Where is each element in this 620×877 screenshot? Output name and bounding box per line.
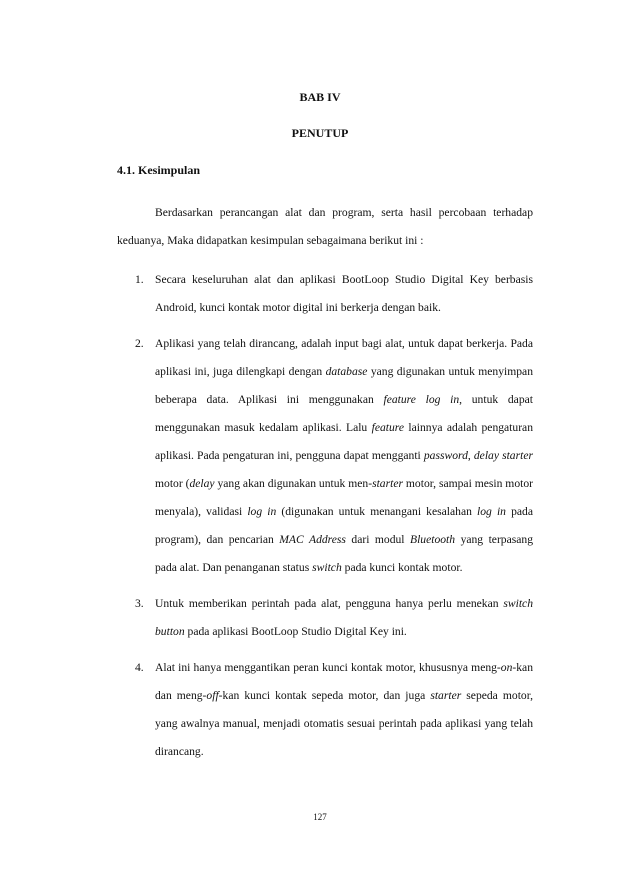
list-item bbox=[117, 590, 533, 646]
list-item-number: 3. bbox=[135, 597, 144, 610]
text-run: pada program), dan pencarian bbox=[155, 505, 533, 546]
text-run: (digunakan untuk menangani kesalahan bbox=[276, 505, 478, 518]
page-number: 127 bbox=[313, 812, 327, 822]
italic-term: starter bbox=[372, 477, 403, 490]
text-run: pada aplikasi BootLoop Studio Digital Key ini. bbox=[184, 625, 407, 638]
italic-term: off bbox=[206, 689, 219, 702]
italic-term: database bbox=[325, 365, 368, 378]
text-run: Alat ini hanya menggantikan peran kunci kontak motor, khususnya meng- bbox=[155, 661, 501, 674]
text-run: lainnya adalah pengaturan aplikasi. Pada pengaturan ini, pengguna dapat mengganti bbox=[155, 421, 534, 462]
text-run: motor, sampai mesin motor menyala), validasi bbox=[155, 477, 533, 518]
intro-paragraph: Berdasarkan perancangan alat dan program, serta hasil percobaan terhadap keduanya, Maka didapatkan kesimpulan sebagaimana berikut ini : bbox=[117, 206, 533, 247]
text-run: yang terpasang pada alat. Dan penanganan status bbox=[155, 533, 533, 574]
list-item-number: 1. bbox=[135, 273, 144, 286]
list-item-text bbox=[155, 273, 533, 314]
italic-term: password bbox=[423, 449, 468, 462]
list-item-text bbox=[155, 661, 533, 758]
italic-term: feature log in bbox=[383, 393, 460, 406]
text-run: dari modul bbox=[345, 533, 410, 546]
text-run: -kan kunci kontak sepeda motor, dan juga bbox=[218, 689, 431, 702]
list-item-text bbox=[155, 597, 533, 638]
text-run: , bbox=[467, 449, 474, 462]
list-item-number: 2. bbox=[135, 337, 144, 350]
section-heading: 4.1. Kesimpulan bbox=[117, 163, 201, 177]
list-item bbox=[117, 266, 533, 322]
text-run: , untuk dapat menggunakan masuk kedalam aplikasi. Lalu bbox=[155, 393, 533, 434]
italic-term: delay starter bbox=[473, 449, 533, 462]
italic-term: log in bbox=[247, 505, 277, 518]
italic-term: feature bbox=[371, 421, 405, 434]
text-run: Secara keseluruhan alat dan aplikasi BootLoop Studio Digital Key berbasis Android, kunci kontak motor digital ini berkerja dengan baik. bbox=[155, 273, 533, 314]
text-run: yang digunakan untuk menyimpan beberapa data. Aplikasi ini menggunakan bbox=[155, 365, 533, 406]
italic-term: switch button bbox=[155, 597, 533, 638]
list-item-text bbox=[155, 337, 533, 574]
text-run: pada kunci kontak motor. bbox=[341, 561, 463, 574]
italic-term: Bluetooth bbox=[410, 533, 456, 546]
text-run: motor ( bbox=[155, 477, 190, 490]
list-item bbox=[117, 654, 533, 766]
italic-term: log in bbox=[477, 505, 506, 518]
text-run: Untuk memberikan perintah pada alat, pengguna hanya perlu menekan bbox=[155, 597, 504, 610]
italic-term: switch bbox=[312, 561, 342, 574]
text-run: yang akan digunakan untuk men- bbox=[214, 477, 373, 490]
italic-term: MAC Address bbox=[279, 533, 346, 546]
italic-term: on bbox=[500, 661, 513, 674]
text-run: -kan dan meng- bbox=[155, 661, 533, 702]
chapter-heading: BAB IV bbox=[299, 90, 341, 104]
list-item-number: 4. bbox=[135, 661, 144, 674]
list-item bbox=[117, 330, 533, 582]
text-run: Aplikasi yang telah dirancang, adalah input bagi alat, untuk dapat berkerja. Pada aplikasi ini, juga dilengkapi dengan bbox=[155, 337, 533, 378]
italic-term: starter bbox=[430, 689, 462, 702]
conclusion-list bbox=[117, 266, 533, 774]
chapter-title: PENUTUP bbox=[291, 126, 349, 140]
text-run: sepeda motor, yang awalnya manual, menjadi otomatis sesuai perintah pada aplikasi yang telah dirancang. bbox=[155, 689, 534, 758]
italic-term: delay bbox=[189, 477, 215, 490]
